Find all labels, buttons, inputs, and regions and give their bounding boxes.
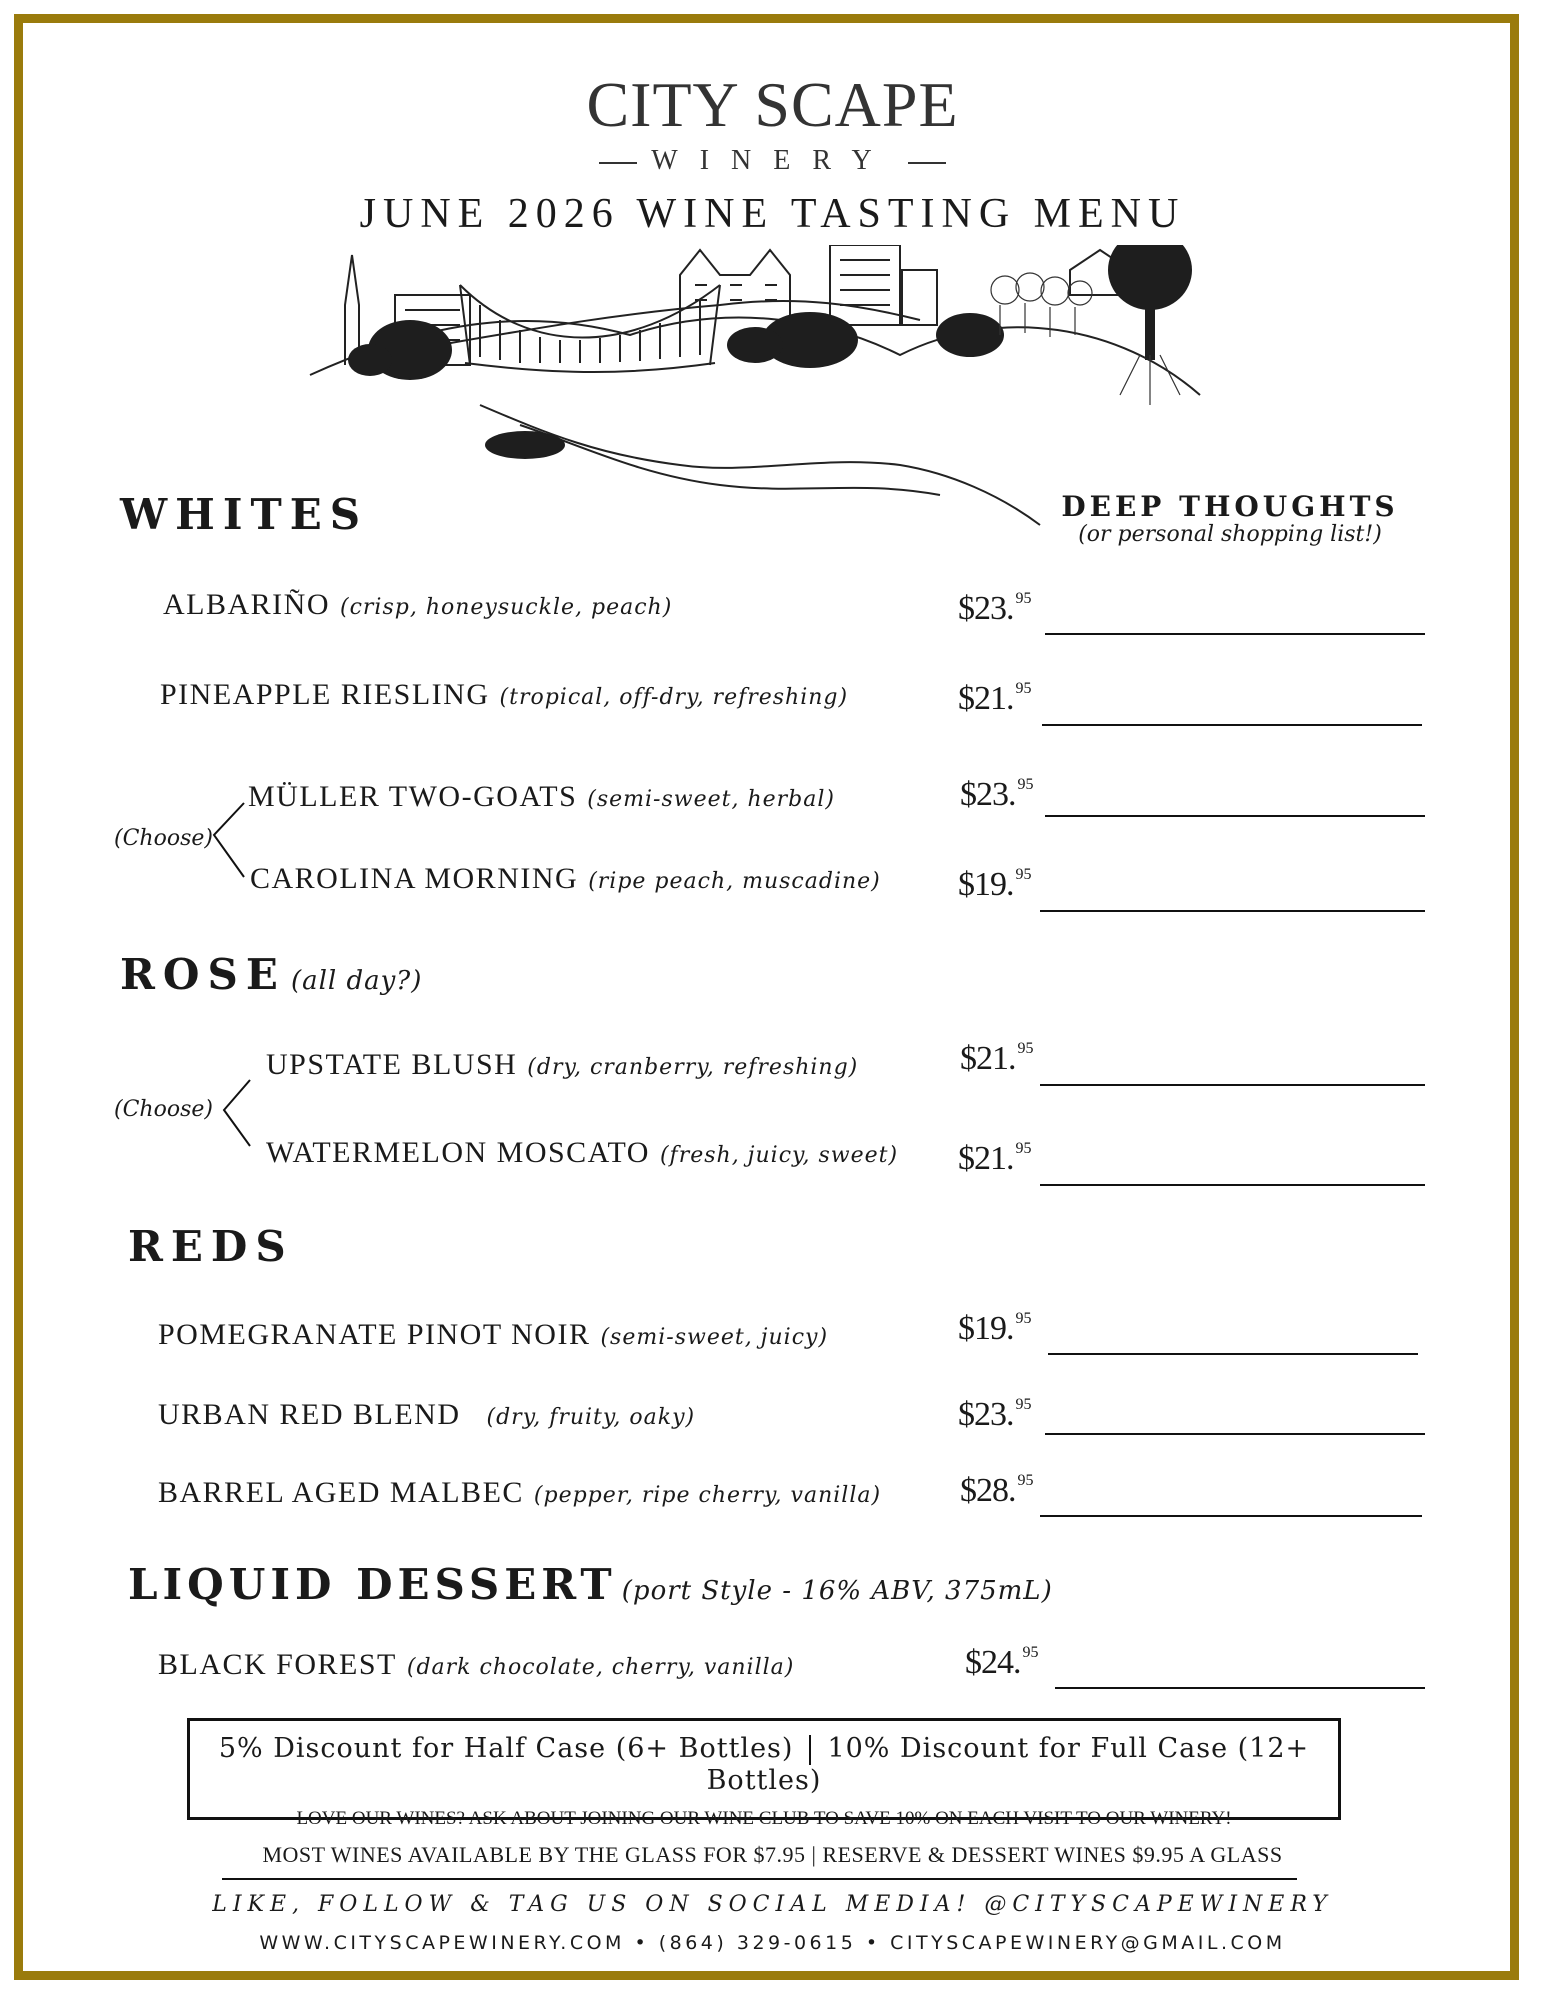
section-header-rose xyxy=(120,950,422,999)
section-header-dessert xyxy=(128,1560,1053,1609)
contact-info: WWW.CITYSCAPEWINERY.COM • (864) 329-0615 • CITYSCAPEWINERY@GMAIL.COM xyxy=(259,1932,1286,1954)
full-case-discount: 10% Discount for Full Case (12+ Bottles) xyxy=(706,1733,1310,1796)
social-media-note: LIKE, FOLLOW & TAG US ON SOCIAL MEDIA! @CITYSCAPEWINERY xyxy=(212,1892,1333,1917)
logo-subtitle xyxy=(0,145,1545,177)
notes-line[interactable] xyxy=(1040,1515,1422,1517)
wine-name: WATERMELON MOSCATO xyxy=(266,1136,650,1169)
wine-name: POMEGRANATE PINOT NOIR xyxy=(158,1318,591,1351)
price-cents: 95 xyxy=(1017,1472,1034,1489)
wine-club-note: LOVE OUR WINES? ASK ABOUT JOINING OUR WINE CLUB TO SAVE 10% ON EACH VISIT TO OUR WINERY! xyxy=(296,1807,1232,1829)
section-title-dessert: LIQUID DESSERT xyxy=(128,1560,617,1609)
choose-label: (Choose) xyxy=(114,826,213,851)
discount-box xyxy=(187,1718,1341,1829)
wine-name: MÜLLER TWO-GOATS xyxy=(248,780,578,813)
logo-sub-text: WINERY xyxy=(651,145,894,176)
wine-row xyxy=(160,678,848,712)
section-title-whites: WHITES xyxy=(120,490,369,539)
section-note-rose: (all day?) xyxy=(290,966,423,996)
price-dollars: $21. xyxy=(958,1140,1014,1177)
price-dollars: $19. xyxy=(958,866,1014,903)
price-dollars: $24. xyxy=(965,1644,1021,1681)
notes-line[interactable] xyxy=(1045,1433,1425,1435)
choose-bracket xyxy=(212,1068,272,1158)
wine-row xyxy=(248,780,835,814)
notes-line[interactable] xyxy=(1040,910,1425,912)
price-dollars: $23. xyxy=(960,776,1016,813)
wine-price xyxy=(958,866,1032,904)
wine-notes: (semi-sweet, herbal) xyxy=(587,787,835,812)
price-dollars: $21. xyxy=(960,1040,1016,1077)
price-cents: 95 xyxy=(1015,1396,1032,1413)
wine-notes: (dark chocolate, cherry, vanilla) xyxy=(406,1655,795,1680)
by-the-glass-note: MOST WINES AVAILABLE BY THE GLASS FOR $7.95 | RESERVE & DESSERT WINES $9.95 A GLASS xyxy=(262,1842,1283,1867)
notes-line[interactable] xyxy=(1045,815,1425,817)
wine-notes: (dry, fruity, oaky) xyxy=(486,1405,696,1430)
section-title-rose: ROSE xyxy=(120,950,286,999)
wine-row xyxy=(266,1136,898,1170)
notes-line[interactable] xyxy=(1045,633,1425,635)
wine-row xyxy=(250,862,881,896)
price-cents: 95 xyxy=(1022,1644,1039,1661)
discount-separator xyxy=(809,1735,811,1765)
wine-name: PINEAPPLE RIESLING xyxy=(160,678,490,711)
wine-name: URBAN RED BLEND xyxy=(158,1398,461,1431)
notes-column-subtitle: (or personal shopping list!) xyxy=(1078,522,1382,547)
wine-notes: (fresh, juicy, sweet) xyxy=(659,1143,899,1168)
wine-row xyxy=(266,1048,858,1082)
page-title: JUNE 2026 WINE TASTING MENU xyxy=(359,191,1186,237)
wine-row xyxy=(158,1476,881,1510)
wine-notes: (pepper, ripe cherry, vanilla) xyxy=(533,1483,882,1508)
notes-line[interactable] xyxy=(1040,1184,1425,1186)
wine-name: ALBARIÑO xyxy=(163,588,330,621)
wine-notes: (crisp, honeysuckle, peach) xyxy=(340,595,673,620)
wine-price xyxy=(958,680,1032,718)
price-cents: 95 xyxy=(1015,1140,1032,1157)
wine-name: BARREL AGED MALBEC xyxy=(158,1476,524,1509)
price-cents: 95 xyxy=(1015,590,1032,607)
wine-name: UPSTATE BLUSH xyxy=(266,1048,518,1081)
wine-price xyxy=(958,1310,1032,1348)
wine-price xyxy=(960,776,1034,814)
notes-line[interactable] xyxy=(1048,1353,1418,1355)
price-dollars: $28. xyxy=(960,1472,1016,1509)
wine-notes: (dry, cranberry, refreshing) xyxy=(527,1055,859,1080)
wine-price xyxy=(958,1140,1032,1178)
wine-name: CAROLINA MORNING xyxy=(250,862,579,895)
wine-notes: (semi-sweet, juicy) xyxy=(600,1325,829,1350)
wine-row xyxy=(158,1318,828,1352)
price-cents: 95 xyxy=(1015,866,1032,883)
notes-line[interactable] xyxy=(1042,724,1422,726)
notes-line[interactable] xyxy=(1040,1084,1425,1086)
wine-notes: (ripe peach, muscadine) xyxy=(588,869,881,894)
price-cents: 95 xyxy=(1017,1040,1034,1057)
choose-label: (Choose) xyxy=(114,1097,213,1122)
wine-price xyxy=(958,1396,1032,1434)
half-case-discount: 5% Discount for Half Case (6+ Bottles) xyxy=(218,1733,794,1764)
section-title-reds: REDS xyxy=(128,1222,294,1271)
price-dollars: $21. xyxy=(958,680,1014,717)
footer-divider xyxy=(222,1878,1297,1880)
wine-notes: (tropical, off-dry, refreshing) xyxy=(499,685,849,710)
section-note-dessert: (port Style - 16% ABV, 375mL) xyxy=(621,1576,1053,1606)
wine-row xyxy=(163,588,672,622)
notes-column-title: DEEP THOUGHTS xyxy=(1061,490,1399,523)
price-dollars: $23. xyxy=(958,1396,1014,1433)
wine-price xyxy=(965,1644,1039,1682)
price-dollars: $23. xyxy=(958,590,1014,627)
price-cents: 95 xyxy=(1015,680,1032,697)
wine-price xyxy=(960,1040,1034,1078)
logo-name: CITY SCAPE xyxy=(586,69,959,140)
discount-offers xyxy=(190,1733,1338,1796)
price-cents: 95 xyxy=(1017,776,1034,793)
price-dollars: $19. xyxy=(958,1310,1014,1347)
wine-price xyxy=(960,1472,1034,1510)
wine-row xyxy=(158,1648,794,1682)
wine-name: BLACK FOREST xyxy=(158,1648,397,1681)
wine-row xyxy=(158,1398,695,1432)
notes-line[interactable] xyxy=(1055,1687,1425,1689)
price-cents: 95 xyxy=(1015,1310,1032,1327)
wine-price xyxy=(958,590,1032,628)
